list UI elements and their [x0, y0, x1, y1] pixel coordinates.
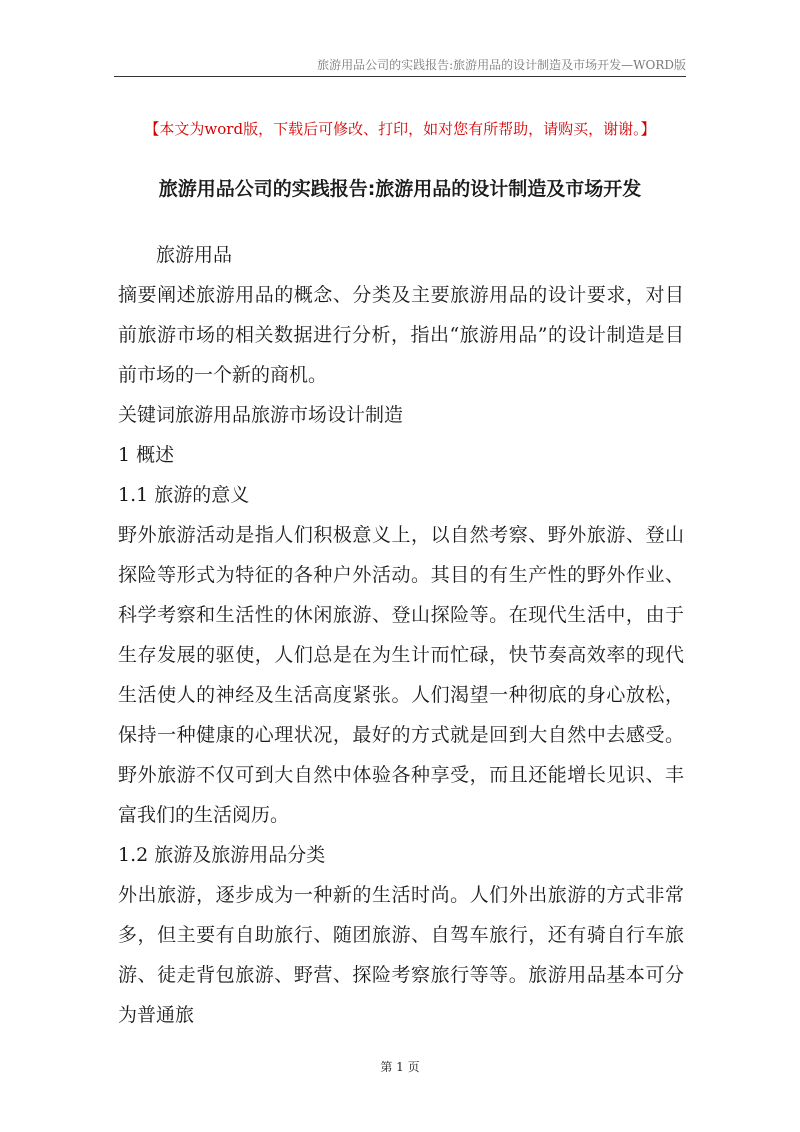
- document-body: [118, 235, 684, 1035]
- keywords-line: 关键词旅游用品旅游市场设计制造: [118, 404, 404, 426]
- abstract-paragraph: 摘要阐述旅游用品的概念、分类及主要旅游用品的设计要求，对目前旅游市场的相关数据进行分析，指出“旅游用品”的设计制造是目前市场的一个新的商机。: [118, 284, 684, 386]
- document-title: 旅游用品公司的实践报告:旅游用品的设计制造及市场开发: [158, 178, 642, 200]
- download-notice: 【本文为word版，下载后可修改、打印，如对您有所帮助，请购买，谢谢。】: [144, 120, 656, 138]
- header-divider: [114, 76, 686, 77]
- page-number: 第 1 页: [380, 1060, 420, 1074]
- body-paragraph-2: 外出旅游，逐步成为一种新的生活时尚。人们外出旅游的方式非常多，但主要有自助旅行、随团旅游、自驾车旅行，还有骑自行车旅游、徒走背包旅游、野营、探险考察旅行等等。旅游用品基本可分为普通旅: [118, 884, 684, 1026]
- section-heading-1: 1 概述: [118, 444, 175, 466]
- section-heading-1-2: 1.2 旅游及旅游用品分类: [118, 844, 326, 866]
- body-paragraph-1: 野外旅游活动是指人们积极意义上，以自然考察、野外旅游、登山探险等形式为特征的各种户外活动。其目的有生产性的野外作业、科学考察和生活性的休闲旅游、登山探险等。在现代生活中，由于生存发展的驱使，人们总是在为生计而忙碌，快节奏高效率的现代生活使人的神经及生活高度紧张。人们渴望一种彻底的身心放松，保持一种健康的心理状况，最好的方式就是回到大自然中去感受。野外旅游不仅可到大自然中体验各种享受，而且还能增长见识、丰富我们的生活阅历。: [118, 524, 684, 826]
- running-header: 旅游用品公司的实践报告:旅游用品的设计制造及市场开发—WORD版: [317, 58, 686, 72]
- subtitle: 旅游用品: [156, 244, 233, 266]
- section-heading-1-1: 1.1 旅游的意义: [118, 484, 250, 506]
